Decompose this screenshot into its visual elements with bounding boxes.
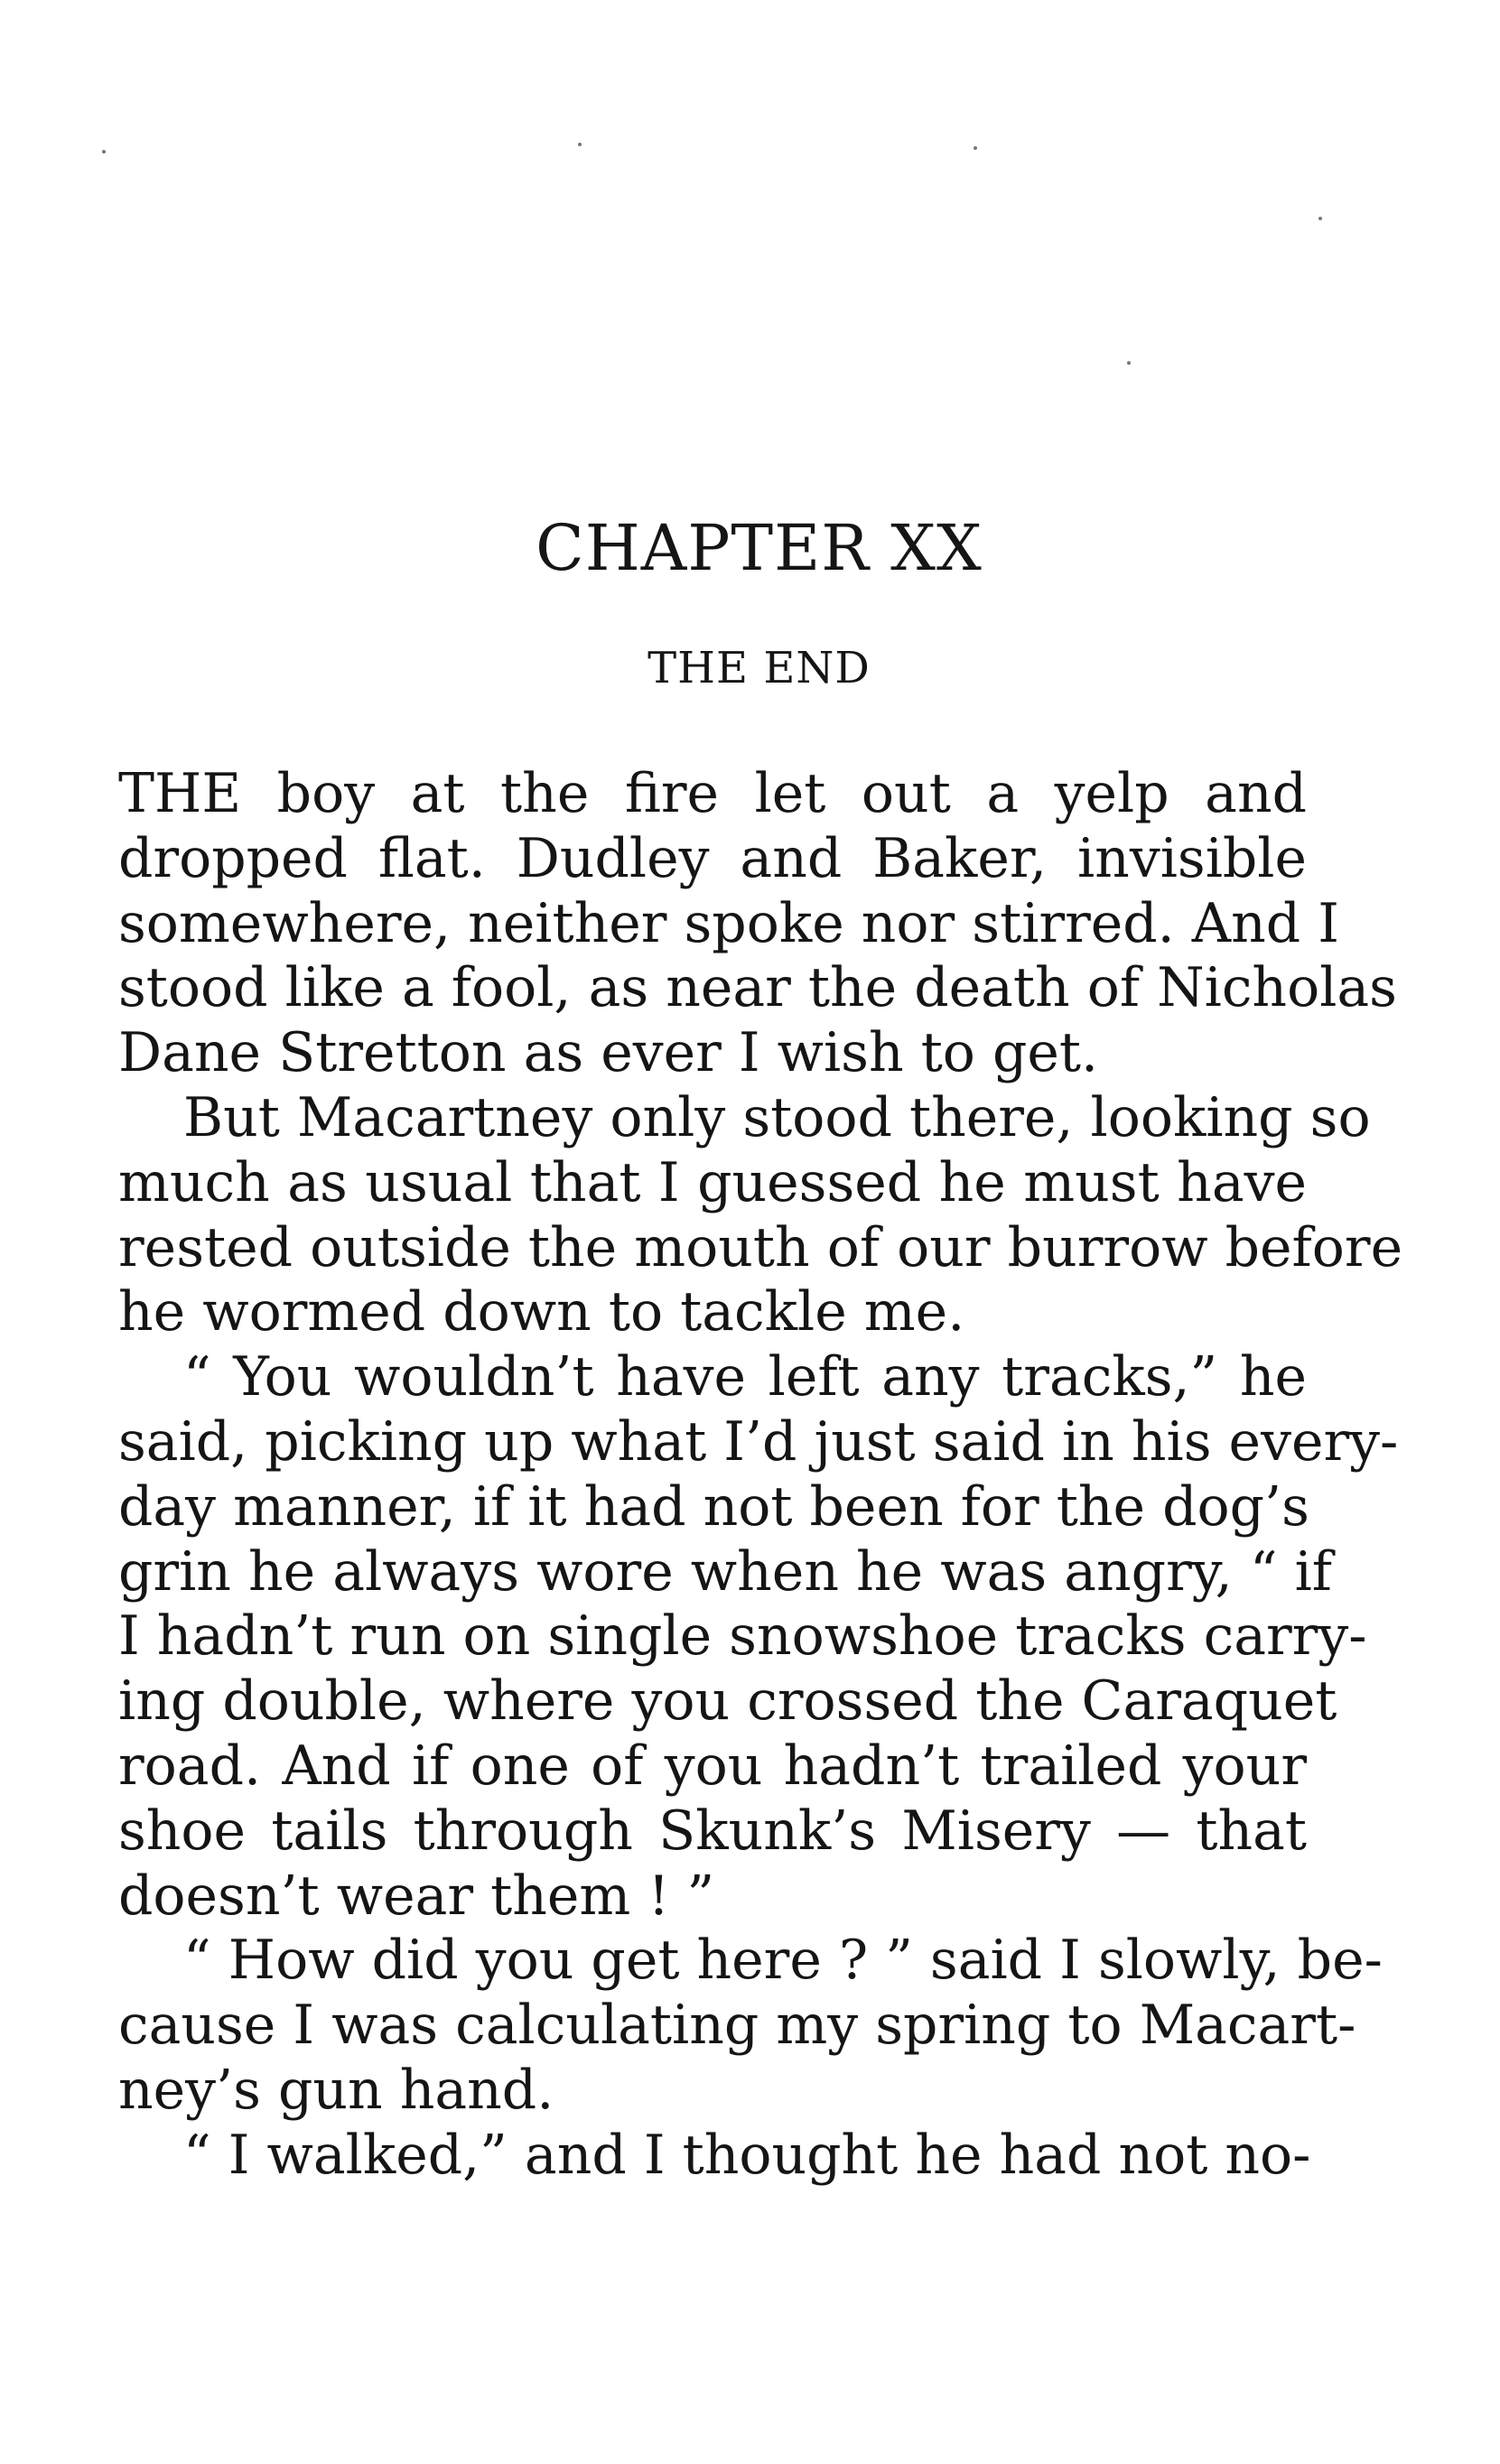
chapter-heading: CHAPTER XX xyxy=(536,511,983,585)
text-line: somewhere, neither spoke nor stirred. And I xyxy=(118,891,1339,955)
text-line: rested outside the mouth of our burrow before xyxy=(118,1215,1403,1279)
chapter-title: THE END xyxy=(648,643,871,693)
text-line: ing double, where you crossed the Caraquet xyxy=(118,1669,1337,1734)
text-line: ney’s gun hand. xyxy=(118,2058,554,2122)
text-line: But Macartney only stood there, looking so xyxy=(183,1085,1371,1149)
scan-speck xyxy=(974,146,977,150)
text-line: stood like a fool, as near the death of Nicholas xyxy=(118,956,1397,1020)
text-line: dropped flat. Dudley and Baker, invisible xyxy=(118,826,1307,890)
text-line: grin he always wore when he was angry, “ if xyxy=(118,1539,1332,1604)
scan-speck xyxy=(578,143,582,146)
text-line: cause I was calculating my spring to Macart- xyxy=(118,1994,1356,2058)
text-line: Dane Stretton as ever I wish to get. xyxy=(118,1021,1099,1085)
text-line: shoe tails through Skunk’s Misery — that xyxy=(118,1799,1307,1863)
text-line: much as usual that I guessed he must have xyxy=(118,1150,1307,1214)
scan-speck xyxy=(1318,217,1322,220)
scan-speck xyxy=(102,150,106,153)
text-line: said, picking up what I’d just said in his every- xyxy=(118,1409,1399,1474)
text-line: I hadn’t run on single snowshoe tracks carry- xyxy=(118,1604,1367,1669)
text-line: day manner, if it had not been for the dog’s xyxy=(118,1474,1309,1539)
text-line: he wormed down to tackle me. xyxy=(118,1280,965,1344)
text-line: “ How did you get here ? ” said I slowly, be- xyxy=(183,1929,1383,1993)
drop-word: THE xyxy=(118,762,242,825)
text-line: road. And if one of you hadn’t trailed your xyxy=(118,1734,1307,1798)
text-line: THE boy at the fire let out a yelp and xyxy=(118,762,1307,825)
chapter-body-text xyxy=(118,762,1403,2189)
text-line: “ I walked,” and I thought he had not no- xyxy=(183,2123,1311,2187)
scan-speck xyxy=(1127,361,1131,365)
text-line: doesn’t wear them ! ” xyxy=(118,1864,715,1928)
text-line: “ You wouldn’t have left any tracks,” he xyxy=(183,1345,1307,1409)
